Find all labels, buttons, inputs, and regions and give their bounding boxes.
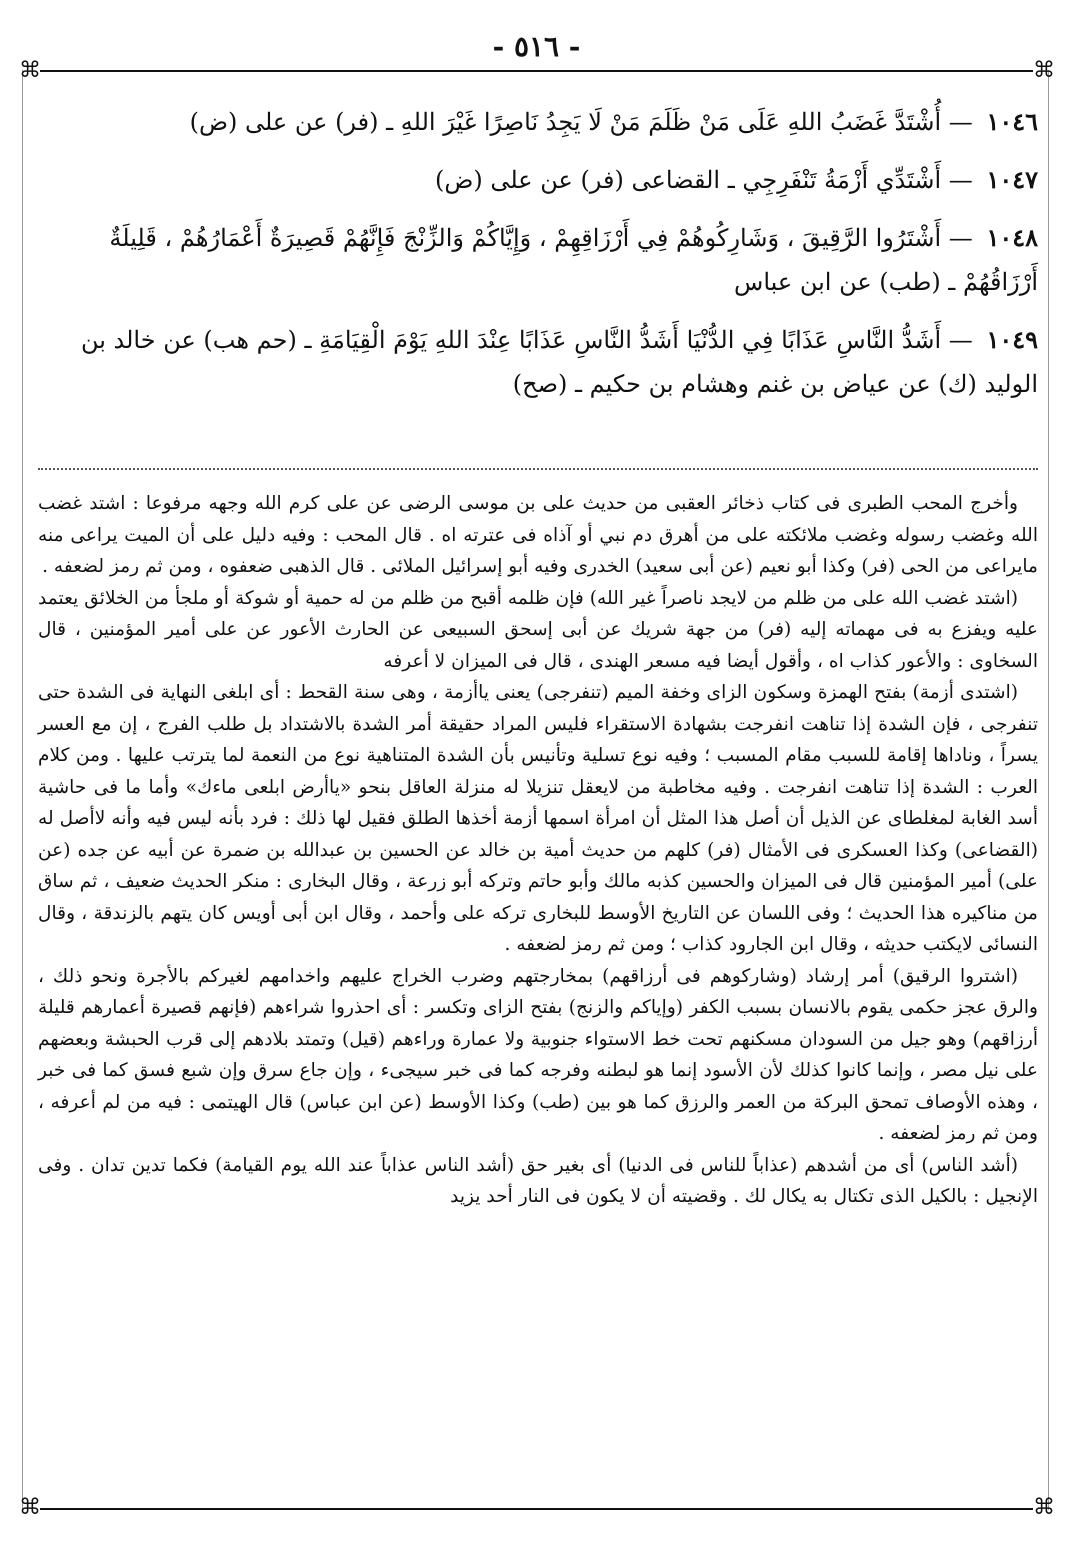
ornament-icon: ⌘: [19, 58, 41, 83]
hadith-text: — أَشَدُّ النَّاسِ عَذَابًا فِي الدُّنْيَا أَشَدُّ النَّاسِ عَذَابًا عِنْدَ اللهِ يَوْمَ الْقِيَامَةِ ـ (حم هب) عن خالد بن الوليد (ك) عن عياض بن غنم وهشام بن حكيم ـ (صح): [80, 326, 1038, 398]
hadith-entry: [38, 318, 1038, 406]
commentary-paragraph: (أشد الناس) أى من أشدهم (عذاباً للناس فى الدنيا) أى بغير حق (أشد الناس عذاباً عند الله يوم القيامة) فكما تدين تدان . وفى الإنجيل : بالكيل الذى تكتال به يكال لك . وقضيته أن لا يكون فى النار أحد يزيد: [38, 1154, 1038, 1207]
commentary-paragraph: (اشتروا الرقيق) أمر إرشاد (وشاركوهم فى أرزاقهم) بمخارجتهم وضرب الخراج عليهم واخدامهم لغيركم بالأجرة ونحو ذلك ، والرق عجز حكمى يقوم بالانسان بسبب الكفر (وإياكم والزنج) بفتح الزاى وتكسر : أى احذروا شراءهم (فإنهم قصيرة أعمارهم قليلة أرزاقهم) وهو جيل من السودان مسكنهم تحت خط الاستواء جنوبية ولا عمارة وراءهم (قيل) وتمتد بلادهم إلى قرب الحبشة وبعضهم على نيل مصر ، وإنما كانوا كذلك لأن الأسود إنما هو لبطنه وفرجه كما فى خبر سيجىء ، وإن جاع سرق وإن شبع فسق كما فى خبر ، وهذه الأوصاف تمحق البركة من العمر والرزق كما هو بين (طب) وكذا الأوسط (عن ابن عباس) قال الهيتمى : فيه من لم أعرفه ، ومن ثم رمز لضعفه .: [38, 965, 1038, 1144]
commentary-paragraph: وأخرج المحب الطبرى فى كتاب ذخائر العقبى من حديث على بن موسى الرضى عن على كرم الله وجهه مرفوعا : اشتد غضب الله وغضب رسوله وغضب ملائكته على من أهرق دم نبي أو آذاه فى عترته اه . قال المحب : وفيه دليل على أن الميت يراعى منه مايراعى من الحى (فر) وكذا أبو نعيم (عن أبى سعيد) الخدرى وفيه أبو إسرائيل الملائى . قال الذهبى ضعفوه ، ومن ثم رمز لضعفه .: [38, 493, 1038, 577]
hadith-text: — أَشْتَرُوا الرَّقِيقَ ، وَشَارِكُوهُمْ فِي أَرْزَاقِهِمْ ، وَإِيَّاكُمْ وَالزِّنْجَ فَإِنَّهُمْ قَصِيرَةٌ أَعْمَارُهُمْ ، قَلِيلَةٌ أَرْزَاقُهُمْ ـ (طب) عن ابن عباس: [109, 224, 1038, 296]
hadith-text: — أَشْتَدِّي أَزْمَةُ تَنْفَرِجِي ـ القضاعى (فر) عن على (ض): [434, 166, 973, 194]
hadith-entry: [38, 158, 1038, 202]
ornament-icon: ⌘: [1033, 58, 1055, 83]
frame-bottom-line: [40, 1508, 1033, 1510]
commentary-paragraph: (اشتد غضب الله على من ظلم من لايجد ناصراً غير الله) فإن ظلمه أقبح من ظلم من له حمية أو شوكة أو ملجأ من الخلائق يعتمد عليه ويفزع به فى مهماته إليه (فر) من جهة شريك عن أبى إسحق السبيعى عن الحارث الأعور عن على أمير المؤمنين ، قال السخاوى : والأعور كذاب اه ، وأقول أيضا فيه مسعر الهندى ، قال فى الميزان لا أعرفه: [38, 587, 1038, 672]
hadith-number: ١٠٤٨: [986, 223, 1038, 252]
hadith-number: ١٠٤٧: [986, 165, 1038, 194]
ornament-icon: ⌘: [1033, 1495, 1055, 1520]
frame-left-line: [22, 70, 23, 1510]
commentary-paragraph: (اشتدى أزمة) بفتح الهمزة وسكون الزاى وخفة الميم (تنفرجى) يعنى ياأزمة ، وهى سنة القحط : أى ابلغى النهاية فى الشدة حتى تنفرجى ، فإن الشدة إذا تناهت انفرجت بشهادة الاستقراء فليس المراد حقيقة أمر الشدة بالاشتداد بل طلب الفرج ، إن مع العسر يسراً ، وناداها إقامة للسبب مقام المسبب ؛ وفيه نوع تسلية وتأنيس بأن الشدة المتناهية نوع من النعمة لما يترتب عليها . ومن كلام العرب : الشدة إذا تناهت انفرجت . وفيه مخاطبة من لايعقل تنزيلا له منزلة العاقل بنحو «ياأرض ابلعى ماءك» وأما ما فى حاشية أسد الغابة لمغلطاى عن الذيل أن أصل هذا المثل أن امرأة اسمها أزمة أخذها الطلق فقيل لها ذلك : فرد بأنه ليس فيه وأنه لاأصل له (القضاعى) وكذا العسكرى فى الأمثال (فر) كلهم من حديث أمية بن خالد عن الحسين بن عبدالله بن ضمرة عن أبيه عن جده (عن على) أمير المؤمنين قال فى الميزان والحسين كذبه مالك وأبو حاتم وتركه أبو زرعة ، وقال البخارى : منكر الحديث ضعيف ، ثم ساق من مناكيره هذا الحديث ؛ وفى اللسان عن التاريخ الأوسط للبخارى تركه على وأحمد ، وقال ابن أبى أويس كان يتهم بالزندقة ، وقال النسائى لايكتب حديثه ، وقال ابن الجارود كذاب ؛ ومن ثم رمز لضعفه .: [38, 682, 1038, 955]
frame-top-line: [40, 70, 1033, 72]
hadith-list: [38, 100, 1038, 420]
commentary: [38, 488, 1038, 1213]
ornament-icon: ⌘: [19, 1495, 41, 1520]
hadith-entry: [38, 100, 1038, 144]
hadith-number: ١٠٤٦: [986, 107, 1038, 136]
page-number: - ٥١٦ -: [492, 30, 581, 63]
hadith-entry: [38, 216, 1038, 304]
section-divider: [38, 468, 1038, 470]
frame-right-line: [1048, 70, 1049, 1510]
hadith-number: ١٠٤٩: [986, 325, 1038, 354]
hadith-text: — أُشْتَدَّ غَضَبُ اللهِ عَلَى مَنْ ظَلَمَ مَنْ لَا يَجِدُ نَاصِرًا غَيْرَ اللهِ ـ (فر) عن على (ض): [189, 108, 973, 136]
